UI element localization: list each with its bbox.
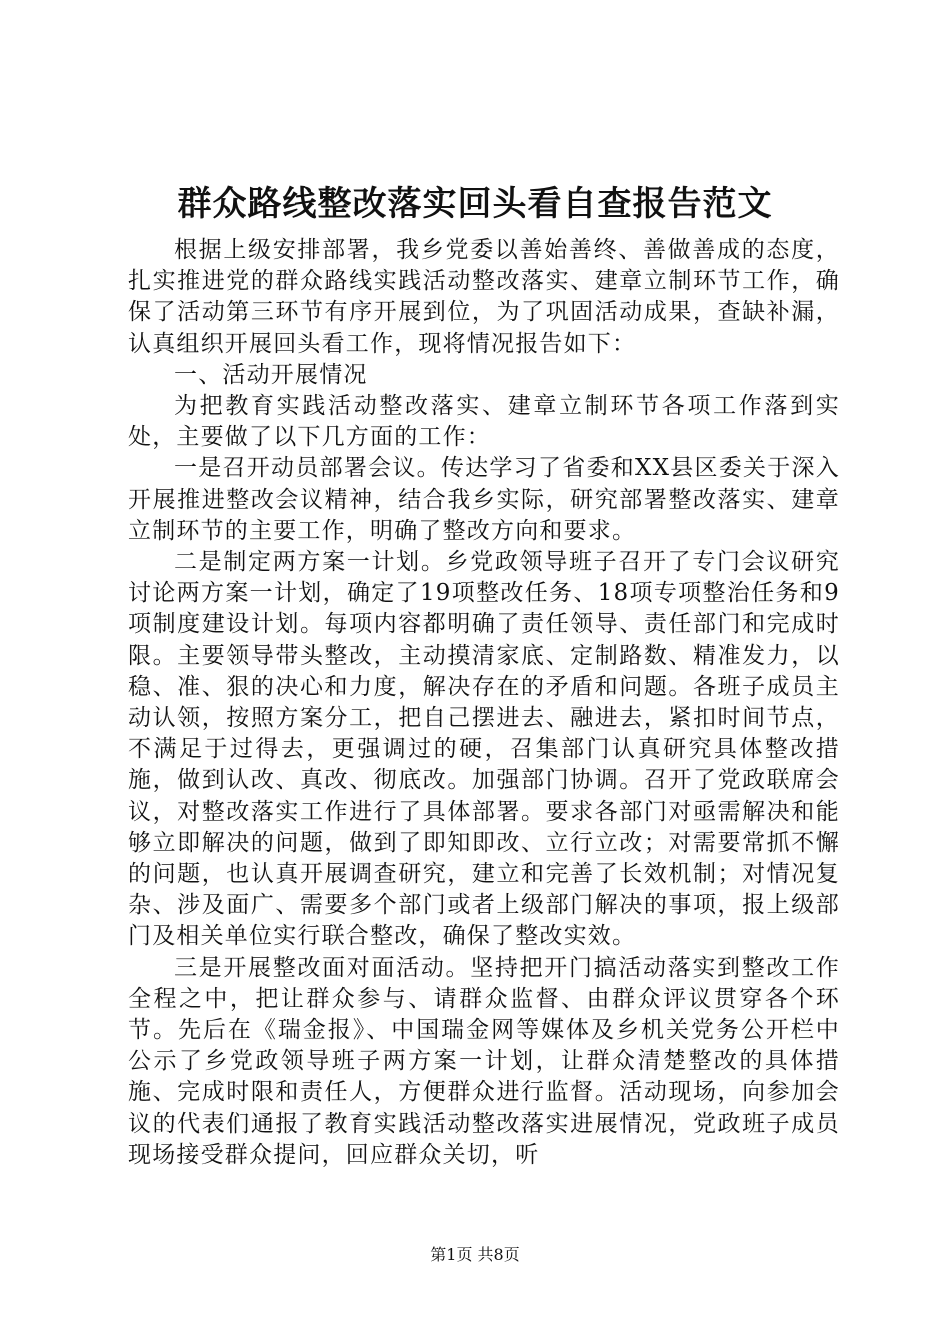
paragraph-item-3: 三是开展整改面对面活动。坚持把开门搞活动落实到整改工作全程之中，把让群众参与、请群众监督、由群众评议贯穿各个环节。先后在《瑞金报》、中国瑞金网等媒体及乡机关党务公开栏中公示了乡党政领导班子两方案一计划，让群众清楚整改的具体措施、完成时限和责任人，方便群众进行监督。活动现场，向参加会议的代表们通报了教育实践活动整改落实进展情况，党政班子成员现场接受群众提问，回应群众关切，听 [128, 954, 840, 1168]
paragraph-intro: 根据上级安排部署，我乡党委以善始善终、善做善成的态度，扎实推进党的群众路线实践活动整改落实、建章立制环节工作，确保了活动第三环节有序开展到位，为了巩固活动成果，查缺补漏，认真组织开展回头看工作，现将情况报告如下： [128, 237, 840, 357]
paragraph-item-2: 二是制定两方案一计划。乡党政领导班子召开了专门会议研究讨论两方案一计划，确定了19项整改任务、18项专项整治任务和9项制度建设计划。每项内容都明确了责任领导、责任部门和完成时限。主要领导带头整改，主动摸清家底、定制路数、精准发力，以稳、准、狠的决心和力度，解决存在的矛盾和问题。各班子成员主动认领，按照方案分工，把自己摆进去、融进去，紧扣时间节点，不满足于过得去，更强调过的硬，召集部门认真研究具体整改措施，做到认改、真改、彻底改。加强部门协调。召开了党政联席会议，对整改落实工作进行了具体部署。要求各部门对亟需解决和能够立即解决的问题，做到了即知即改、立行立改；对需要常抓不懈的问题，也认真开展调查研究，建立和完善了长效机制；对情况复杂、涉及面广、需要多个部门或者上级部门解决的事项，报上级部门及相关单位实行联合整改，确保了整改实效。 [128, 549, 840, 950]
paragraph-item-1: 一是召开动员部署会议。传达学习了省委和XX县区委关于深入开展推进整改会议精神，结合我乡实际，研究部署整改落实、建章立制环节的主要工作，明确了整改方向和要求。 [128, 455, 840, 544]
paragraph-overview: 为把教育实践活动整改落实、建章立制环节各项工作落到实处，主要做了以下几方面的工作： [128, 393, 840, 451]
page-number: 第1页 共8页 [430, 1245, 520, 1264]
document-body [128, 235, 840, 1171]
document-title: 群众路线整改落实回头看自查报告范文 [177, 184, 773, 224]
section-heading: 一、活动开展情况 [174, 361, 368, 388]
